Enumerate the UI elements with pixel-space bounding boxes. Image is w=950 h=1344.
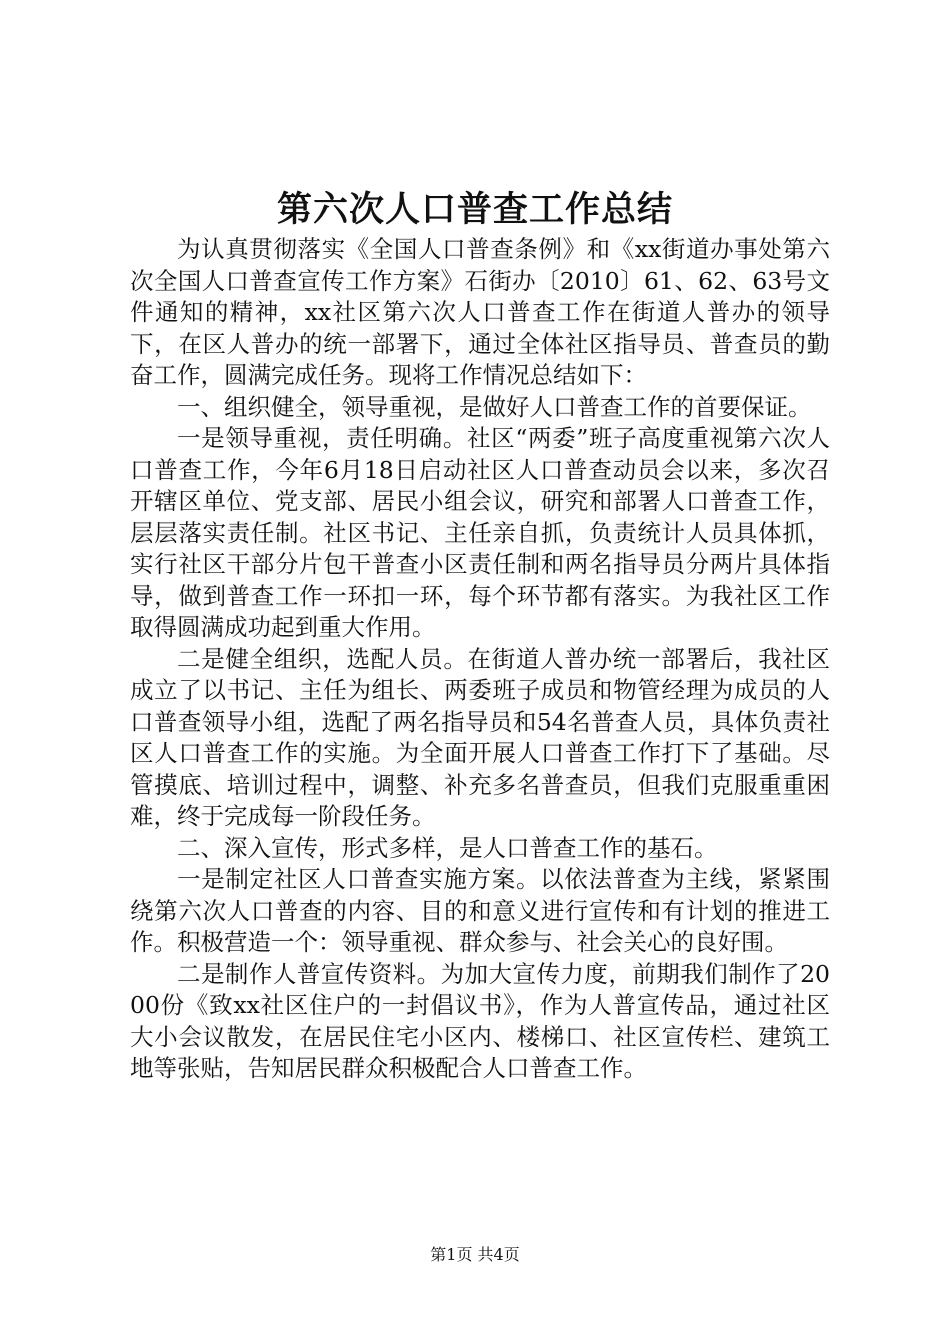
document-body (130, 234, 830, 1085)
paragraph-plan: 一是制定社区人口普查实施方案。以依法普查为主线，紧紧围绕第六次人口普查的内容、目的和意义进行宣传和有计划的推进工作。积极营造一个：领导重视、群众参与、社会关心的良好围。 (130, 865, 830, 956)
section-heading-2: 二、深入宣传，形式多样，是人口普查工作的基石。 (177, 833, 718, 862)
paragraph-organization: 二是健全组织，选配人员。在街道人普办统一部署后，我社区成立了以书记、主任为组长、两委班子成员和物管经理为成员的人口普查领导小组，选配了两名指导员和54名普查人员，具体负责社区人口普查工作的实施。为全面开展人口普查工作打下了基础。尽管摸底、培训过程中，调整、补充多名普查员，但我们克服重重困难，终于完成每一阶段任务。 (130, 644, 830, 830)
paragraph-leadership: 一是领导重视，责任明确。社区“两委”班子高度重视第六次人口普查工作，今年6月18日启动社区人口普查动员会以来，多次召开辖区单位、党支部、居民小组会议，研究和部署人口普查工作，层层落实责任制。社区书记、主任亲自抓，负责统计人员具体抓，实行社区干部分片包干普查小区责任制和两名指导员分两片具体指导，做到普查工作一环扣一环，每个环节都有落实。为我社区工作取得圆满成功起到重大作用。 (130, 424, 830, 641)
document-title: 第六次人口普查工作总结 (276, 189, 673, 230)
page-footer: 第1页 共4页 (430, 1245, 520, 1264)
paragraph-materials: 二是制作人普宣传资料。为加大宣传力度，前期我们制作了2000份《致xx社区住户的一封倡议书》，作为人普宣传品，通过社区大小会议散发，在居民住宅小区内、楼梯口、社区宣传栏、建筑工地等张贴，告知居民群众积极配合人口普查工作。 (130, 959, 830, 1082)
paragraph-intro: 为认真贯彻落实《全国人口普查条例》和《xx街道办事处第六次全国人口普查宣传工作方案》石街办〔2010〕61、62、63号文件通知的精神，xx社区第六次人口普查工作在街道人普办的领导下，在区人普办的统一部署下，通过全体社区指导员、普查员的勤奋工作，圆满完成任务。现将工作情况总结如下： (130, 235, 830, 389)
section-heading-1: 一、组织健全，领导重视，是做好人口普查工作的首要保证。 (177, 392, 812, 421)
